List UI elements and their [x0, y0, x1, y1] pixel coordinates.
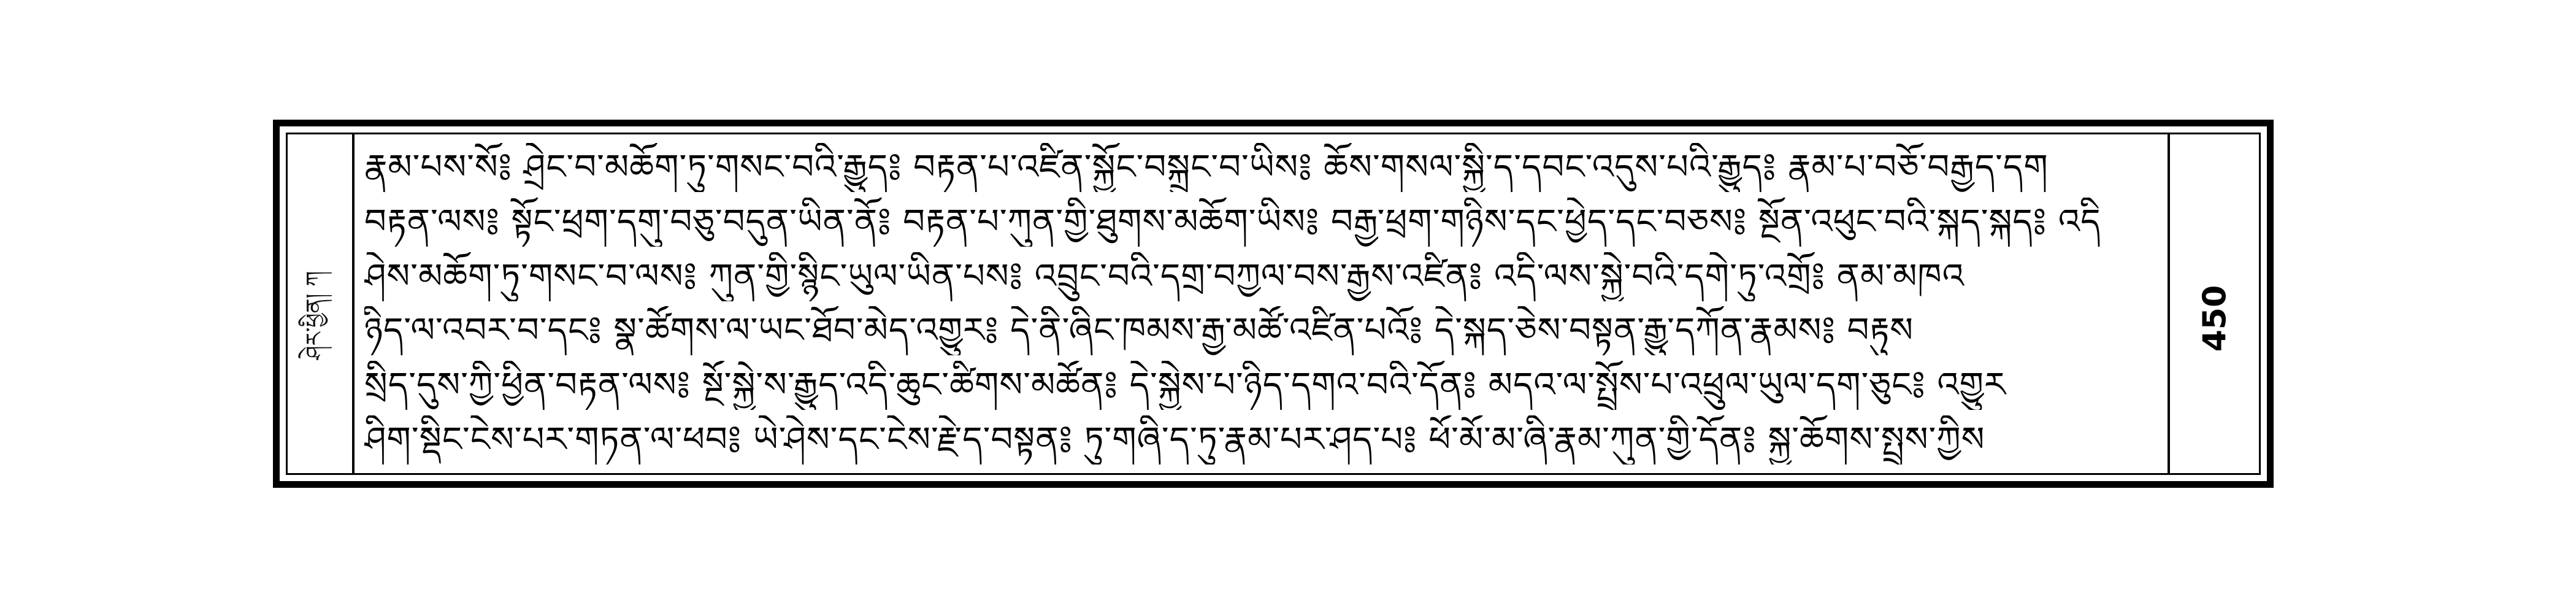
page-number-text: 450 — [2196, 285, 2234, 352]
text-line-4: ཉིད་ལ་འབར་བ་དང༔ སྣ་ཚོགས་ལ་ཡང་ཐོབ་མེད་འགྱུར༔ དེ་ནི་ཞིང་ཁམས་རྒྱ་མཚོ་འཛིན་པའོ༔ དེ་སྐད་ཅེས་བསྟན་རྒྱུ་དཀོན་རྣམས༔ བརྟུས — [364, 310, 1914, 351]
folio-inner-frame — [286, 133, 2261, 475]
page-number — [2184, 269, 2245, 368]
text-line-5: སྲིད་དུས་ཀྱི་ཕྱིན་བརྟན་ལས༔ སྔོ་སྐྱེ་ས་རྒྱུད་འདི་ཆུང་ཚིགས་མཚོན༔ དེ་སྐྱེས་པ་ཉིད་དགའ་བའི་དོན༔ མདའ་ལ་སྤྲོས་པ་འཕྲུལ་ཡུལ་དག་ཅུང༔ འགྱུར — [364, 365, 2006, 406]
text-line-2: བརྟན་ལས༔ སྟོང་ཕྲག་དགུ་བཅུ་བདུན་ཡིན་ནོ༔ བརྟན་པ་ཀུན་གྱི་ཐུགས་མཆོག་ཡིས༔ བརྒྱ་ཕྲག་གཉིས་དང་ཕྱེད་དང་བཅས༔ སྔོན་འཕུང་བའི་སྐད་སྐད༔ འདི — [364, 201, 2101, 242]
left-margin — [288, 134, 355, 473]
text-line-6: ཤིག་སྡིང་ངེས་པར་གཏན་ལ་ཕབ༔ ཡེ་ཤེས་དང་ངེས་རྗེ་ད་བསྟན༔ ཏུ་གཞི་ད་ཏུ་རྣམ་པར་ཤད་པ༔ ཕོ་མོ་མ་ཞི་རྣམ་ཀུན་གྱི་དོན༔ སྐྱ་ཆོགས་སྤྲས་ཀྱིས — [364, 419, 1985, 460]
text-block — [364, 143, 2161, 465]
right-margin — [2168, 134, 2259, 473]
side-title-text: ཤེར་ཕྱིན། ཀ — [302, 271, 328, 360]
text-line-3: ཤེས་མཆོག་ཏུ་གསང་བ་ལས༔ ཀུན་གྱི་སྙིང་ཡུལ་ཡིན་པས༔ འབྲུང་བའི་དགྲ་བཀྱལ་བས་རྒྱས་འཛིན༔ འདི་ལས་སྐྱེ་བའི་དགེ་ཏུ་འགྲོ༔ ནམ་མཁའ — [364, 256, 1965, 296]
text-line-1: རྣམ་པས་སོ༔ ཤྲེང་བ་མཆོག་ཏུ་གསང་བའི་རྒྱུད༔ བརྟན་པ་འཛིན་སྐྱོང་བསྐྲུང་བ་ཡིས༔ ཆོས་གསལ་སྐྱི་ད་དབང་འདུས་པའི་རྒྱུད༔ རྣམ་པ་བཅོ་བརྒྱད་དག — [364, 147, 2049, 187]
side-title — [293, 263, 348, 368]
pecha-folio — [273, 120, 2274, 488]
